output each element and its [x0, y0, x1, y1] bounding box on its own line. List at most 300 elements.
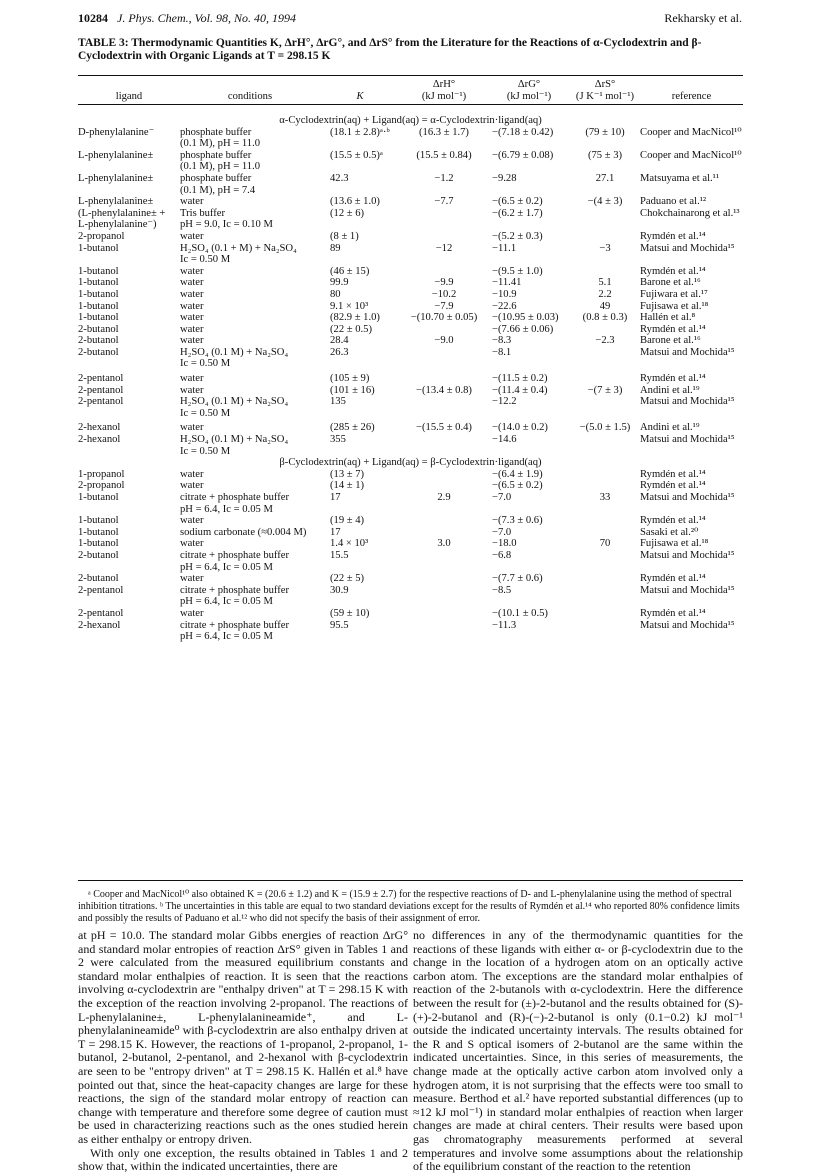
cell-k: 15.5	[330, 549, 349, 561]
cell-enthalpy	[400, 219, 488, 231]
cell-gibbs: −(14.0 ± 0.2)	[492, 422, 548, 434]
table-row	[78, 196, 743, 208]
cell-entropy: 33	[599, 492, 611, 503]
cell-entropy	[570, 370, 640, 385]
cell-enthalpy: −(10.70 ± 0.05)	[410, 312, 478, 324]
cell-k: 28.4	[330, 335, 349, 347]
cell-conditions: pH = 6.4, Ic = 0.05 M	[180, 631, 273, 643]
cell-entropy: −(4 ± 3)	[587, 196, 623, 208]
cell-entropy: −(5.0 ± 1.5)	[579, 422, 631, 434]
table-row	[78, 596, 743, 608]
cell-enthalpy: −(15.5 ± 0.4)	[416, 422, 472, 434]
cell-reference: Matsuyama et al.¹¹	[640, 172, 720, 184]
cell-enthalpy	[400, 573, 488, 585]
cell-reference: Matsui and Mochida¹⁵	[640, 396, 735, 408]
cell-enthalpy: −12	[435, 242, 453, 254]
cell-k: (22 ± 5)	[330, 573, 365, 585]
cell-reference: Cooper and MacNicol¹⁰	[640, 149, 742, 161]
cell-k: (101 ± 16)	[330, 384, 375, 396]
cell-enthalpy	[400, 185, 488, 197]
cell-gibbs: −(6.4 ± 1.9)	[492, 468, 543, 480]
cell-entropy	[570, 324, 640, 336]
cell-reference: Matsui and Mochida¹⁵	[640, 492, 735, 503]
cell-k: 9.1 × 10³	[330, 300, 369, 312]
table-row	[78, 324, 743, 336]
cell-reference: Fujisawa et al.¹⁸	[640, 300, 709, 312]
table-row	[78, 434, 743, 446]
cell-reference: Rymdén et al.¹⁴	[640, 515, 706, 527]
cell-ligand	[78, 254, 180, 266]
cell-entropy	[570, 550, 640, 562]
cell-enthalpy	[400, 358, 488, 370]
cell-conditions: water	[180, 230, 204, 242]
cell-conditions: Ic = 0.50 M	[180, 445, 231, 457]
cell-gibbs	[488, 504, 570, 516]
cell-k	[320, 219, 400, 231]
cell-k: 1.4 × 10³	[330, 538, 369, 550]
cell-k: (105 ± 9)	[330, 373, 370, 385]
table-row	[78, 370, 743, 385]
cell-ligand: 2-pentanol	[78, 396, 124, 408]
cell-k: (13 ± 7)	[330, 468, 365, 480]
cell-ligand: 1-butanol	[78, 300, 119, 312]
header-authors: Rekharsky et al.	[664, 11, 742, 25]
cell-gibbs: −14.6	[492, 434, 517, 446]
cell-gibbs: −(11.5 ± 0.2)	[492, 373, 548, 385]
section-beta-header	[78, 457, 743, 469]
header-left	[78, 11, 296, 29]
cell-k: (46 ± 15)	[330, 265, 370, 277]
cell-conditions: citrate + phosphate buffer	[180, 549, 290, 561]
data-table	[78, 115, 743, 643]
cell-reference	[640, 504, 743, 516]
table-row	[78, 469, 743, 481]
col-reference: reference	[671, 90, 712, 102]
cell-gibbs: −12.2	[492, 396, 517, 408]
cell-conditions: water	[180, 288, 204, 300]
cell-conditions: H₂SO₄ (0.1 M) + Na₂SO₄	[180, 346, 289, 358]
cell-k: 89	[330, 242, 341, 254]
cell-conditions: water	[180, 373, 204, 385]
cell-entropy: 27.1	[595, 172, 615, 184]
cell-entropy	[570, 266, 640, 278]
cell-k: (19 ± 4)	[330, 515, 365, 527]
cell-reference	[640, 358, 743, 370]
cell-reference	[640, 446, 743, 458]
cell-ligand: 1-butanol	[78, 277, 119, 289]
cell-enthalpy	[400, 608, 488, 620]
running-header	[78, 11, 742, 29]
table-row	[78, 335, 743, 347]
cell-gibbs: −10.9	[492, 288, 517, 300]
cell-gibbs	[488, 631, 570, 643]
cell-k: 95.5	[330, 619, 349, 631]
cell-gibbs	[488, 138, 570, 150]
cell-entropy	[570, 596, 640, 608]
cell-ligand: D-phenylalanine⁻	[78, 126, 155, 138]
cell-gibbs: −(7.66 ± 0.06)	[492, 323, 554, 335]
cell-conditions: Ic = 0.50 M	[180, 358, 231, 370]
cell-entropy	[570, 446, 640, 458]
cell-reference: Barone et al.¹⁶	[640, 335, 701, 347]
section-label: β-Cyclodextrin(aq) + Ligand(aq) = β-Cyclodextrin·ligand(aq)	[279, 457, 542, 469]
table-row	[78, 608, 743, 620]
cell-conditions: water	[180, 468, 204, 480]
cell-k: 80	[330, 288, 341, 300]
cell-conditions: water	[180, 196, 204, 208]
cell-enthalpy	[400, 620, 488, 632]
cell-ligand: 2-pentanol	[78, 584, 124, 596]
cell-enthalpy: −7.7	[434, 196, 454, 208]
table-row	[78, 446, 743, 458]
cell-conditions: water	[180, 335, 204, 347]
cell-k	[320, 596, 400, 608]
cell-reference: Chokchainarong et al.¹³	[640, 207, 740, 219]
cell-k: (12 ± 6)	[330, 207, 365, 219]
col-ligand: ligand	[115, 90, 143, 102]
cell-conditions: Tris buffer	[180, 207, 226, 219]
cell-ligand: 1-butanol	[78, 242, 119, 254]
cell-entropy: −(7 ± 3)	[587, 384, 623, 396]
cell-conditions: water	[180, 323, 204, 335]
cell-k	[320, 358, 400, 370]
table-row	[78, 550, 743, 562]
table-row	[78, 161, 743, 173]
cell-ligand: 2-hexanol	[78, 434, 121, 446]
cell-ligand: 1-butanol	[78, 492, 119, 503]
cell-enthalpy: −10.2	[431, 288, 457, 300]
table-row	[78, 573, 743, 585]
cell-gibbs: −(10.1 ± 0.5)	[492, 607, 548, 619]
cell-k	[320, 138, 400, 150]
cell-gibbs: −18.0	[492, 538, 517, 550]
cell-k: (22 ± 0.5)	[330, 323, 373, 335]
cell-conditions: H₂SO₄ (0.1 M) + Na₂SO₄	[180, 396, 289, 408]
cell-entropy	[570, 585, 640, 597]
cell-entropy	[570, 608, 640, 620]
cell-ligand: (L-phenylalanine± +	[78, 207, 166, 219]
cell-entropy	[570, 219, 640, 231]
table-header-rule	[78, 104, 743, 105]
cell-ligand	[78, 138, 180, 150]
cell-entropy: (79 ± 10)	[585, 126, 625, 138]
cell-reference: Andini et al.¹⁹	[640, 384, 700, 396]
cell-ligand: 2-butanol	[78, 549, 119, 561]
table-row	[78, 480, 743, 492]
cell-reference: Matsui and Mochida¹⁵	[640, 242, 735, 254]
cell-ligand	[78, 358, 180, 370]
paragraph: at pH = 10.0. The standard molar Gibbs energies of reaction ΔrG° and standard molar entropies of reaction ΔrS° given in Tables 1 and 2 were calculated from the measured equilibrium constants and standard molar enthalpies of reaction. It is seen that the reactions involving α-cyclodextrin are "enthalpy driven" at T = 298.15 K with the exception of the reaction involving 2-propanol. The reactions of L-phenylalanine±, L-phenylalanineamide⁺, and L-phenylalanineamide⁰ with β-cyclodextrin are also enthalpy driven at T = 298.15 K. However, the reactions of 1-propanol, 2-propanol, 1-butanol, 2-butanol, 2-pentanol, and 2-hexanol with β-cyclodextrin are seen to be "entropy driven" at T = 298.15 K. Hallén et al.⁸ have pointed out that, since the heat-capacity changes are large for these reactions, the sign of the standard molar entropy of reaction can change with temperature and therefore some degree of caution must be used in characterizing reactions such as the ones studied herein as either enthalpy or entropy driven.	[78, 928, 408, 1146]
cell-ligand	[78, 631, 180, 643]
cell-enthalpy	[400, 324, 488, 336]
cell-conditions: pH = 6.4, Ic = 0.05 M	[180, 503, 273, 515]
cell-conditions: water	[180, 573, 204, 585]
table-row	[78, 266, 743, 278]
cell-k	[320, 254, 400, 266]
table-row	[78, 150, 743, 162]
cell-ligand: 1-butanol	[78, 265, 119, 277]
cell-reference: Fujiwara et al.¹⁷	[640, 288, 708, 300]
cell-reference: Rymdén et al.¹⁴	[640, 480, 706, 492]
col-h-unit: (kJ mol⁻¹)	[421, 90, 467, 102]
cell-conditions: water	[180, 538, 204, 550]
cell-reference	[640, 562, 743, 574]
table-row	[78, 504, 743, 516]
cell-conditions: phosphate buffer	[180, 172, 252, 184]
cell-entropy	[570, 254, 640, 266]
cell-gibbs: −(10.95 ± 0.03)	[492, 312, 559, 324]
cell-ligand	[78, 408, 180, 420]
cell-entropy: −2.3	[595, 335, 615, 347]
cell-reference: Barone et al.¹⁶	[640, 277, 701, 289]
table-row	[78, 301, 743, 313]
cell-conditions: pH = 6.4, Ic = 0.05 M	[180, 561, 273, 573]
cell-gibbs	[488, 562, 570, 574]
cell-reference: Rymdén et al.¹⁴	[640, 373, 706, 385]
cell-gibbs: −6.8	[492, 549, 512, 561]
cell-k: (15.5 ± 0.5)ᵃ	[330, 149, 383, 161]
cell-reference: Matsui and Mochida¹⁵	[640, 346, 735, 358]
cell-entropy	[570, 347, 640, 359]
cell-conditions: sodium carbonate (≈0.004 M)	[180, 526, 307, 538]
cell-conditions: water	[180, 265, 204, 277]
cell-conditions: pH = 6.4, Ic = 0.05 M	[180, 596, 273, 608]
cell-ligand: 2-propanol	[78, 230, 125, 242]
table-row	[78, 527, 743, 539]
cell-gibbs	[488, 161, 570, 173]
cell-enthalpy: (15.5 ± 0.84)	[416, 149, 472, 161]
cell-gibbs: −7.0	[492, 526, 512, 538]
cell-gibbs	[488, 596, 570, 608]
table-row	[78, 419, 743, 434]
table-row	[78, 173, 743, 185]
cell-gibbs	[488, 446, 570, 458]
cell-enthalpy	[400, 266, 488, 278]
cell-gibbs: −(11.4 ± 0.4)	[492, 384, 548, 396]
cell-ligand: 2-butanol	[78, 346, 119, 358]
cell-ligand: L-phenylalanine±	[78, 172, 154, 184]
cell-k	[320, 562, 400, 574]
cell-conditions: H₂SO₄ (0.1 M) + Na₂SO₄	[180, 434, 289, 446]
cell-reference: Rymdén et al.¹⁴	[640, 468, 706, 480]
cell-enthalpy	[400, 434, 488, 446]
cell-conditions: water	[180, 300, 204, 312]
cell-enthalpy	[400, 161, 488, 173]
cell-gibbs: −(6.5 ± 0.2)	[492, 480, 543, 492]
cell-reference	[640, 185, 743, 197]
cell-entropy	[570, 208, 640, 220]
table-row	[78, 219, 743, 231]
cell-entropy	[570, 185, 640, 197]
col-conditions: conditions	[227, 90, 273, 102]
cell-conditions: water	[180, 480, 204, 492]
cell-enthalpy	[400, 370, 488, 385]
cell-conditions: water	[180, 422, 204, 434]
body-column-left	[78, 929, 408, 1174]
cell-k: 99.9	[330, 277, 349, 289]
section-label: α-Cyclodextrin(aq) + Ligand(aq) = α-Cyclodextrin·ligand(aq)	[279, 115, 542, 126]
cell-entropy	[570, 396, 640, 408]
journal-citation: J. Phys. Chem., Vol. 98, No. 40, 1994	[117, 11, 296, 25]
table-row	[78, 631, 743, 643]
table-row	[78, 358, 743, 370]
cell-conditions: water	[180, 384, 204, 396]
cell-ligand: 2-butanol	[78, 323, 119, 335]
cell-reference: Hallén et al.⁸	[640, 312, 696, 324]
table-row	[78, 138, 743, 150]
cell-k	[320, 185, 400, 197]
cell-conditions: citrate + phosphate buffer	[180, 492, 290, 503]
table-row	[78, 515, 743, 527]
table-row	[78, 312, 743, 324]
cell-gibbs: −(5.2 ± 0.3)	[492, 230, 543, 242]
cell-enthalpy	[400, 469, 488, 481]
cell-gibbs	[488, 185, 570, 197]
cell-ligand	[78, 596, 180, 608]
table-row	[78, 620, 743, 632]
cell-conditions: Ic = 0.50 M	[180, 254, 231, 266]
cell-k: (285 ± 26)	[330, 422, 375, 434]
cell-conditions: phosphate buffer	[180, 126, 252, 138]
cell-reference: Fujisawa et al.¹⁸	[640, 538, 709, 550]
cell-k	[320, 446, 400, 458]
cell-gibbs: −(7.3 ± 0.6)	[492, 515, 543, 527]
cell-k	[320, 408, 400, 420]
section-alpha-header	[78, 115, 743, 127]
cell-k: 17	[330, 492, 341, 503]
cell-ligand: 1-butanol	[78, 312, 119, 324]
cell-ligand: 2-propanol	[78, 480, 125, 492]
cell-enthalpy	[400, 408, 488, 420]
cell-ligand: 1-butanol	[78, 515, 119, 527]
cell-k: (59 ± 10)	[330, 607, 370, 619]
cell-entropy	[570, 631, 640, 643]
cell-enthalpy	[400, 347, 488, 359]
cell-entropy	[570, 504, 640, 516]
cell-k	[320, 161, 400, 173]
cell-reference	[640, 408, 743, 420]
cell-ligand	[78, 562, 180, 574]
cell-entropy	[570, 231, 640, 243]
cell-ligand: 2-hexanol	[78, 619, 121, 631]
cell-enthalpy	[400, 527, 488, 539]
table-row	[78, 585, 743, 597]
cell-entropy	[570, 515, 640, 527]
table-top-rule	[78, 75, 743, 76]
cell-enthalpy: −7.9	[434, 300, 454, 312]
cell-k	[320, 504, 400, 516]
col-s-unit: (J K⁻¹ mol⁻¹)	[575, 90, 635, 102]
cell-gibbs	[488, 254, 570, 266]
table-row	[78, 243, 743, 255]
cell-enthalpy	[400, 504, 488, 516]
cell-reference	[640, 138, 743, 150]
table-row	[78, 347, 743, 359]
cell-gibbs: −9.28	[492, 172, 517, 184]
cell-gibbs: −8.1	[492, 346, 512, 358]
cell-k: (18.1 ± 2.8)ᵃ·ᵇ	[330, 126, 390, 138]
cell-k: 17	[330, 526, 341, 538]
cell-reference: Paduano et al.¹²	[640, 196, 707, 208]
cell-conditions: water	[180, 277, 204, 289]
cell-conditions: pH = 9.0, Ic = 0.10 M	[180, 219, 273, 231]
cell-reference: Matsui and Mochida¹⁵	[640, 434, 735, 446]
cell-gibbs: −(6.2 ± 1.7)	[492, 207, 543, 219]
table-row	[78, 185, 743, 197]
cell-ligand: 1-butanol	[78, 526, 119, 538]
cell-ligand: 2-pentanol	[78, 373, 124, 385]
cell-reference: Andini et al.¹⁹	[640, 422, 700, 434]
cell-reference: Matsui and Mochida¹⁵	[640, 584, 735, 596]
table-header	[78, 79, 743, 102]
col-g-symbol: ΔrG°	[517, 79, 541, 90]
cell-enthalpy	[400, 585, 488, 597]
cell-enthalpy	[400, 480, 488, 492]
table-row	[78, 231, 743, 243]
cell-reference: Rymdén et al.¹⁴	[640, 230, 706, 242]
page-number: 10284	[78, 11, 108, 25]
cell-enthalpy: −1.2	[434, 172, 454, 184]
cell-entropy: (75 ± 3)	[587, 149, 623, 161]
cell-gibbs: −11.3	[492, 619, 517, 631]
cell-conditions: (0.1 M), pH = 11.0	[180, 161, 261, 173]
cell-ligand	[78, 161, 180, 173]
cell-entropy: 49	[599, 300, 611, 312]
cell-entropy	[570, 527, 640, 539]
cell-ligand: 1-propanol	[78, 468, 125, 480]
cell-enthalpy	[400, 631, 488, 643]
cell-reference	[640, 219, 743, 231]
table-row	[78, 277, 743, 289]
cell-enthalpy	[400, 550, 488, 562]
cell-entropy: 70	[599, 538, 611, 550]
cell-enthalpy	[400, 596, 488, 608]
cell-conditions: water	[180, 607, 204, 619]
cell-entropy: 5.1	[598, 277, 612, 289]
cell-ligand: 2-butanol	[78, 573, 119, 585]
cell-k: (13.6 ± 1.0)	[330, 196, 380, 208]
cell-entropy	[570, 434, 640, 446]
cell-conditions: citrate + phosphate buffer	[180, 619, 290, 631]
table-row	[78, 408, 743, 420]
cell-entropy	[570, 562, 640, 574]
cell-ligand: L-phenylalanine±	[78, 196, 154, 208]
cell-reference: Rymdén et al.¹⁴	[640, 265, 706, 277]
cell-entropy: −3	[599, 242, 611, 254]
cell-reference: Rymdén et al.¹⁴	[640, 607, 706, 619]
table-caption: TABLE 3: Thermodynamic Quantities K, ΔrH°, ΔrG°, and ΔrS° from the Literature for the Reactions of α-Cyclodextrin and β-Cyclodextrin with Organic Ligands at T = 298.15 K	[78, 37, 702, 62]
cell-enthalpy: 3.0	[437, 538, 451, 550]
cell-k: 26.3	[330, 346, 349, 358]
cell-gibbs: −(7.18 ± 0.42)	[492, 126, 554, 138]
cell-entropy: 2.2	[598, 288, 612, 300]
cell-entropy	[570, 408, 640, 420]
cell-entropy	[570, 573, 640, 585]
cell-ligand: 1-butanol	[78, 288, 119, 300]
cell-reference	[640, 161, 743, 173]
cell-gibbs: −11.1	[492, 242, 517, 254]
cell-enthalpy	[400, 208, 488, 220]
cell-k: (14 ± 1)	[330, 480, 365, 492]
cell-ligand: L-phenylalanine±	[78, 149, 154, 161]
table-row	[78, 538, 743, 550]
table-row	[78, 127, 743, 139]
table-row	[78, 396, 743, 408]
col-h-symbol: ΔrH°	[432, 79, 456, 90]
cell-enthalpy: −9.9	[434, 277, 454, 289]
cell-gibbs: −(6.79 ± 0.08)	[492, 149, 554, 161]
cell-entropy: (0.8 ± 0.3)	[582, 312, 628, 324]
